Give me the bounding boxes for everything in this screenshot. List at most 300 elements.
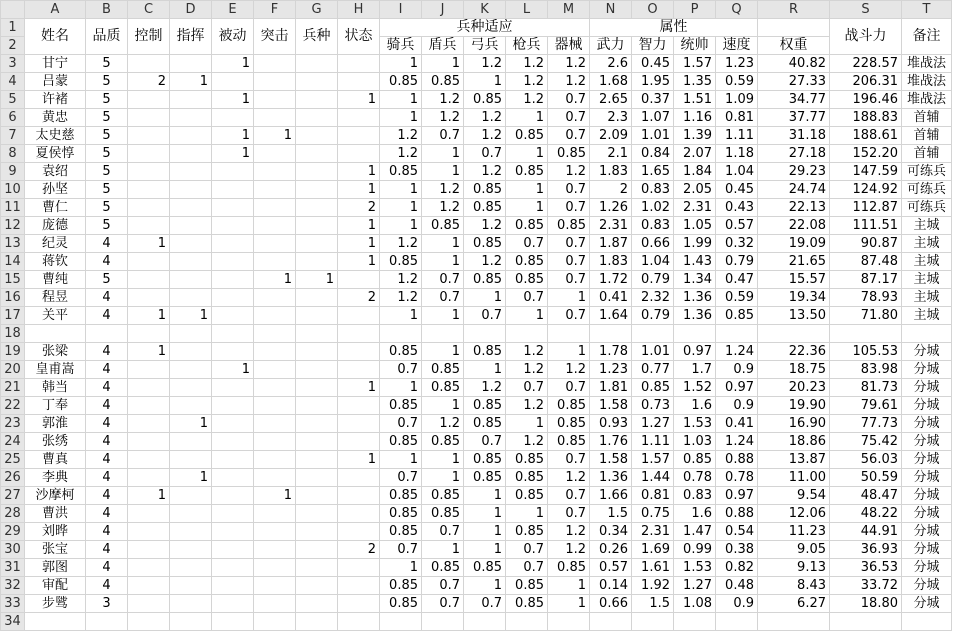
column-header-d[interactable]: D <box>170 1 212 19</box>
cell-b[interactable]: 5 <box>86 91 128 109</box>
cell-h[interactable] <box>338 487 380 505</box>
cell-a[interactable]: 审配 <box>25 577 86 595</box>
column-header-g[interactable]: G <box>296 1 338 19</box>
cell-j[interactable]: 0.85 <box>422 559 464 577</box>
cell-k[interactable]: 1.2 <box>464 109 506 127</box>
cell-e[interactable]: 1 <box>212 127 254 145</box>
cell-k[interactable]: 1.2 <box>464 163 506 181</box>
cell-n[interactable]: 2.09 <box>590 127 632 145</box>
cell-q[interactable]: 0.38 <box>716 541 758 559</box>
cell-e[interactable] <box>212 577 254 595</box>
cell-p[interactable]: 1.6 <box>674 397 716 415</box>
cell-f[interactable] <box>254 181 296 199</box>
cell-c[interactable] <box>128 595 170 613</box>
cell-g[interactable] <box>296 433 338 451</box>
cell-i[interactable] <box>380 613 422 631</box>
cell-g[interactable] <box>296 397 338 415</box>
cell-a[interactable] <box>25 613 86 631</box>
cell-j[interactable]: 0.85 <box>422 361 464 379</box>
cell-i[interactable] <box>380 325 422 343</box>
cell-j[interactable]: 0.7 <box>422 289 464 307</box>
cell-i[interactable]: 0.85 <box>380 595 422 613</box>
cell-d[interactable] <box>170 289 212 307</box>
cell-s[interactable]: 87.17 <box>830 271 902 289</box>
cell-o[interactable]: 1.69 <box>632 541 674 559</box>
cell-j[interactable]: 1 <box>422 469 464 487</box>
row-header[interactable]: 2 <box>1 37 25 55</box>
cell-o[interactable]: 1.01 <box>632 127 674 145</box>
cell-e[interactable] <box>212 235 254 253</box>
cell-p[interactable]: 1.36 <box>674 307 716 325</box>
row-header[interactable]: 11 <box>1 199 25 217</box>
cell-m[interactable]: 0.7 <box>548 487 590 505</box>
cell-s[interactable]: 48.22 <box>830 505 902 523</box>
cell-m[interactable]: 1.2 <box>548 541 590 559</box>
cell-l[interactable]: 1 <box>506 181 548 199</box>
cell-g[interactable] <box>296 289 338 307</box>
cell-d[interactable]: 1 <box>170 73 212 91</box>
cell-c[interactable]: 2 <box>128 73 170 91</box>
cell-a[interactable] <box>25 325 86 343</box>
cell-b[interactable]: 5 <box>86 181 128 199</box>
column-header-f[interactable]: F <box>254 1 296 19</box>
cell-q[interactable]: 0.47 <box>716 271 758 289</box>
cell-j[interactable]: 0.85 <box>422 217 464 235</box>
cell-l[interactable]: 1 <box>506 109 548 127</box>
cell-r[interactable]: 13.50 <box>758 307 830 325</box>
cell-g[interactable] <box>296 613 338 631</box>
cell-n[interactable]: 0.26 <box>590 541 632 559</box>
cell-p[interactable]: 0.78 <box>674 469 716 487</box>
cell-r[interactable] <box>758 325 830 343</box>
header-attributes[interactable]: 属性 <box>590 19 758 37</box>
cell-k[interactable]: 1 <box>464 523 506 541</box>
cell-j[interactable]: 0.85 <box>422 487 464 505</box>
cell-c[interactable] <box>128 325 170 343</box>
cell-t[interactable] <box>902 613 952 631</box>
cell-e[interactable] <box>212 415 254 433</box>
cell-s[interactable]: 105.53 <box>830 343 902 361</box>
cell-o[interactable]: 1.27 <box>632 415 674 433</box>
cell-a[interactable]: 吕蒙 <box>25 73 86 91</box>
cell-c[interactable] <box>128 451 170 469</box>
cell-t[interactable]: 主城 <box>902 253 952 271</box>
cell-r[interactable]: 13.87 <box>758 451 830 469</box>
cell-e[interactable] <box>212 397 254 415</box>
row-header[interactable]: 4 <box>1 73 25 91</box>
cell-d[interactable] <box>170 451 212 469</box>
cell-a[interactable]: 曹真 <box>25 451 86 469</box>
cell-e[interactable] <box>212 307 254 325</box>
cell-e[interactable] <box>212 109 254 127</box>
cell-l[interactable]: 0.7 <box>506 559 548 577</box>
cell-a[interactable]: 丁奉 <box>25 397 86 415</box>
cell-a[interactable]: 庞德 <box>25 217 86 235</box>
subheader-cell[interactable]: 统帅 <box>674 37 716 55</box>
cell-q[interactable]: 0.9 <box>716 361 758 379</box>
cell-b[interactable]: 5 <box>86 271 128 289</box>
cell-o[interactable] <box>632 613 674 631</box>
cell-l[interactable]: 0.7 <box>506 379 548 397</box>
cell-f[interactable] <box>254 307 296 325</box>
header-combat-power[interactable]: 战斗力 <box>830 19 902 55</box>
cell-q[interactable]: 0.88 <box>716 451 758 469</box>
cell-c[interactable] <box>128 415 170 433</box>
cell-s[interactable] <box>830 325 902 343</box>
cell-h[interactable]: 2 <box>338 289 380 307</box>
column-header-h[interactable]: H <box>338 1 380 19</box>
cell-h[interactable] <box>338 361 380 379</box>
cell-p[interactable]: 1.99 <box>674 235 716 253</box>
cell-k[interactable]: 0.85 <box>464 181 506 199</box>
cell-p[interactable]: 1.36 <box>674 289 716 307</box>
row-header[interactable]: 29 <box>1 523 25 541</box>
cell-g[interactable] <box>296 55 338 73</box>
cell-h[interactable] <box>338 55 380 73</box>
cell-p[interactable]: 1.16 <box>674 109 716 127</box>
subheader-cell[interactable]: 弓兵 <box>464 37 506 55</box>
cell-g[interactable] <box>296 199 338 217</box>
cell-b[interactable]: 4 <box>86 541 128 559</box>
cell-e[interactable] <box>212 289 254 307</box>
column-header-n[interactable]: N <box>590 1 632 19</box>
cell-e[interactable] <box>212 505 254 523</box>
cell-p[interactable]: 1.57 <box>674 55 716 73</box>
cell-f[interactable] <box>254 451 296 469</box>
cell-m[interactable]: 0.85 <box>548 433 590 451</box>
cell-f[interactable] <box>254 217 296 235</box>
cell-f[interactable] <box>254 253 296 271</box>
column-header-p[interactable]: P <box>674 1 716 19</box>
cell-k[interactable]: 0.85 <box>464 235 506 253</box>
row-header[interactable]: 18 <box>1 325 25 343</box>
cell-i[interactable]: 0.7 <box>380 415 422 433</box>
cell-a[interactable]: 关平 <box>25 307 86 325</box>
cell-l[interactable]: 1.2 <box>506 73 548 91</box>
cell-a[interactable]: 郭图 <box>25 559 86 577</box>
cell-r[interactable]: 22.36 <box>758 343 830 361</box>
cell-n[interactable]: 1.81 <box>590 379 632 397</box>
cell-j[interactable]: 1 <box>422 55 464 73</box>
cell-a[interactable]: 曹洪 <box>25 505 86 523</box>
cell-c[interactable] <box>128 199 170 217</box>
cell-h[interactable] <box>338 595 380 613</box>
cell-j[interactable]: 1 <box>422 253 464 271</box>
cell-e[interactable] <box>212 325 254 343</box>
cell-s[interactable]: 78.93 <box>830 289 902 307</box>
cell-r[interactable]: 8.43 <box>758 577 830 595</box>
cell-n[interactable]: 1.78 <box>590 343 632 361</box>
subheader-cell[interactable]: 武力 <box>590 37 632 55</box>
cell-k[interactable] <box>464 325 506 343</box>
cell-o[interactable]: 2.32 <box>632 289 674 307</box>
cell-b[interactable]: 4 <box>86 523 128 541</box>
cell-m[interactable]: 0.7 <box>548 91 590 109</box>
cell-b[interactable]: 4 <box>86 253 128 271</box>
cell-f[interactable] <box>254 163 296 181</box>
cell-s[interactable]: 36.53 <box>830 559 902 577</box>
cell-q[interactable]: 0.88 <box>716 505 758 523</box>
cell-k[interactable]: 1 <box>464 505 506 523</box>
cell-l[interactable]: 0.85 <box>506 451 548 469</box>
cell-a[interactable]: 袁绍 <box>25 163 86 181</box>
cell-q[interactable]: 1.18 <box>716 145 758 163</box>
cell-c[interactable] <box>128 271 170 289</box>
cell-g[interactable] <box>296 307 338 325</box>
cell-t[interactable]: 分城 <box>902 433 952 451</box>
cell-q[interactable]: 0.82 <box>716 559 758 577</box>
cell-f[interactable] <box>254 343 296 361</box>
select-all-corner[interactable] <box>1 1 25 19</box>
cell-l[interactable]: 1.2 <box>506 55 548 73</box>
cell-n[interactable]: 2.31 <box>590 217 632 235</box>
cell-q[interactable]: 0.59 <box>716 289 758 307</box>
cell-o[interactable]: 0.85 <box>632 379 674 397</box>
cell-q[interactable]: 0.97 <box>716 379 758 397</box>
cell-t[interactable]: 分城 <box>902 541 952 559</box>
cell-q[interactable]: 0.79 <box>716 253 758 271</box>
cell-h[interactable] <box>338 307 380 325</box>
cell-f[interactable] <box>254 73 296 91</box>
cell-h[interactable]: 1 <box>338 451 380 469</box>
cell-l[interactable]: 0.85 <box>506 127 548 145</box>
cell-m[interactable]: 0.7 <box>548 379 590 397</box>
cell-b[interactable]: 4 <box>86 343 128 361</box>
cell-d[interactable] <box>170 595 212 613</box>
cell-l[interactable]: 1.2 <box>506 91 548 109</box>
cell-d[interactable] <box>170 271 212 289</box>
cell-e[interactable] <box>212 433 254 451</box>
cell-p[interactable] <box>674 325 716 343</box>
cell-f[interactable] <box>254 523 296 541</box>
cell-n[interactable]: 1.76 <box>590 433 632 451</box>
cell-h[interactable]: 1 <box>338 379 380 397</box>
column-header-s[interactable]: S <box>830 1 902 19</box>
cell-b[interactable]: 5 <box>86 109 128 127</box>
cell-d[interactable] <box>170 613 212 631</box>
cell-t[interactable]: 首辅 <box>902 109 952 127</box>
cell-s[interactable]: 71.80 <box>830 307 902 325</box>
row-header[interactable]: 33 <box>1 595 25 613</box>
cell-a[interactable]: 孙坚 <box>25 181 86 199</box>
cell-a[interactable]: 刘晔 <box>25 523 86 541</box>
cell-i[interactable]: 0.85 <box>380 253 422 271</box>
cell-e[interactable] <box>212 199 254 217</box>
cell-i[interactable]: 0.85 <box>380 397 422 415</box>
cell-i[interactable]: 0.85 <box>380 73 422 91</box>
cell-q[interactable]: 1.23 <box>716 55 758 73</box>
row-header[interactable]: 19 <box>1 343 25 361</box>
cell-o[interactable]: 0.83 <box>632 181 674 199</box>
cell-j[interactable]: 1.2 <box>422 91 464 109</box>
cell-l[interactable]: 0.85 <box>506 487 548 505</box>
header-note[interactable]: 备注 <box>902 19 952 55</box>
cell-k[interactable]: 1.2 <box>464 217 506 235</box>
row-header[interactable]: 23 <box>1 415 25 433</box>
cell-o[interactable]: 0.84 <box>632 145 674 163</box>
cell-p[interactable]: 1.52 <box>674 379 716 397</box>
cell-t[interactable]: 堆战法 <box>902 73 952 91</box>
cell-c[interactable]: 1 <box>128 343 170 361</box>
cell-g[interactable] <box>296 415 338 433</box>
cell-j[interactable]: 1.2 <box>422 415 464 433</box>
cell-d[interactable] <box>170 379 212 397</box>
cell-t[interactable]: 主城 <box>902 307 952 325</box>
cell-k[interactable]: 1 <box>464 577 506 595</box>
cell-j[interactable] <box>422 325 464 343</box>
header-passive[interactable]: 被动 <box>212 19 254 55</box>
cell-e[interactable]: 1 <box>212 145 254 163</box>
cell-m[interactable]: 0.7 <box>548 271 590 289</box>
cell-e[interactable] <box>212 271 254 289</box>
cell-f[interactable] <box>254 505 296 523</box>
cell-e[interactable] <box>212 613 254 631</box>
column-header-j[interactable]: J <box>422 1 464 19</box>
cell-q[interactable] <box>716 613 758 631</box>
cell-j[interactable]: 1 <box>422 235 464 253</box>
cell-p[interactable]: 1.51 <box>674 91 716 109</box>
cell-n[interactable]: 0.66 <box>590 595 632 613</box>
cell-s[interactable]: 228.57 <box>830 55 902 73</box>
cell-i[interactable]: 1 <box>380 199 422 217</box>
cell-m[interactable]: 0.7 <box>548 307 590 325</box>
column-header-a[interactable]: A <box>25 1 86 19</box>
cell-n[interactable]: 0.14 <box>590 577 632 595</box>
cell-r[interactable]: 40.82 <box>758 55 830 73</box>
cell-f[interactable] <box>254 325 296 343</box>
cell-s[interactable]: 75.42 <box>830 433 902 451</box>
cell-d[interactable] <box>170 55 212 73</box>
cell-n[interactable]: 0.41 <box>590 289 632 307</box>
row-header[interactable]: 13 <box>1 235 25 253</box>
cell-j[interactable]: 0.85 <box>422 505 464 523</box>
cell-f[interactable] <box>254 595 296 613</box>
cell-r[interactable]: 24.74 <box>758 181 830 199</box>
cell-i[interactable]: 0.7 <box>380 361 422 379</box>
row-header[interactable]: 21 <box>1 379 25 397</box>
cell-a[interactable]: 皇甫嵩 <box>25 361 86 379</box>
cell-g[interactable] <box>296 109 338 127</box>
cell-c[interactable] <box>128 559 170 577</box>
cell-j[interactable]: 0.85 <box>422 379 464 397</box>
cell-h[interactable]: 2 <box>338 541 380 559</box>
cell-s[interactable]: 188.61 <box>830 127 902 145</box>
cell-p[interactable]: 2.31 <box>674 199 716 217</box>
cell-t[interactable]: 分城 <box>902 379 952 397</box>
cell-n[interactable]: 1.26 <box>590 199 632 217</box>
cell-i[interactable]: 1 <box>380 55 422 73</box>
cell-r[interactable]: 19.34 <box>758 289 830 307</box>
cell-g[interactable] <box>296 559 338 577</box>
cell-q[interactable]: 0.97 <box>716 487 758 505</box>
cell-b[interactable]: 4 <box>86 559 128 577</box>
cell-d[interactable] <box>170 487 212 505</box>
cell-e[interactable] <box>212 343 254 361</box>
cell-j[interactable]: 0.85 <box>422 73 464 91</box>
cell-s[interactable]: 50.59 <box>830 469 902 487</box>
cell-c[interactable] <box>128 613 170 631</box>
cell-f[interactable]: 1 <box>254 127 296 145</box>
cell-g[interactable] <box>296 541 338 559</box>
cell-n[interactable]: 2.1 <box>590 145 632 163</box>
cell-k[interactable]: 0.85 <box>464 415 506 433</box>
cell-t[interactable]: 分城 <box>902 415 952 433</box>
cell-b[interactable]: 4 <box>86 505 128 523</box>
cell-e[interactable]: 1 <box>212 91 254 109</box>
cell-k[interactable]: 0.85 <box>464 91 506 109</box>
cell-d[interactable] <box>170 559 212 577</box>
cell-j[interactable]: 1 <box>422 145 464 163</box>
cell-n[interactable]: 1.68 <box>590 73 632 91</box>
cell-t[interactable]: 首辅 <box>902 127 952 145</box>
cell-l[interactable]: 0.85 <box>506 163 548 181</box>
cell-j[interactable]: 0.7 <box>422 577 464 595</box>
cell-c[interactable] <box>128 127 170 145</box>
cell-b[interactable]: 4 <box>86 361 128 379</box>
cell-n[interactable]: 1.23 <box>590 361 632 379</box>
cell-f[interactable] <box>254 433 296 451</box>
cell-s[interactable]: 147.59 <box>830 163 902 181</box>
cell-k[interactable]: 0.7 <box>464 433 506 451</box>
cell-o[interactable]: 1.65 <box>632 163 674 181</box>
cell-b[interactable]: 4 <box>86 379 128 397</box>
cell-n[interactable] <box>590 613 632 631</box>
subheader-cell[interactable]: 器械 <box>548 37 590 55</box>
cell-d[interactable]: 1 <box>170 469 212 487</box>
cell-s[interactable] <box>830 613 902 631</box>
cell-b[interactable]: 4 <box>86 415 128 433</box>
cell-o[interactable]: 1.07 <box>632 109 674 127</box>
cell-d[interactable] <box>170 325 212 343</box>
cell-a[interactable]: 步骘 <box>25 595 86 613</box>
cell-g[interactable] <box>296 181 338 199</box>
cell-s[interactable]: 48.47 <box>830 487 902 505</box>
cell-p[interactable]: 1.84 <box>674 163 716 181</box>
cell-f[interactable] <box>254 91 296 109</box>
cell-a[interactable]: 黄忠 <box>25 109 86 127</box>
cell-g[interactable] <box>296 217 338 235</box>
cell-t[interactable]: 可练兵 <box>902 181 952 199</box>
cell-r[interactable]: 27.18 <box>758 145 830 163</box>
cell-m[interactable]: 0.7 <box>548 127 590 145</box>
cell-j[interactable]: 0.7 <box>422 595 464 613</box>
cell-b[interactable]: 5 <box>86 145 128 163</box>
cell-q[interactable]: 0.81 <box>716 109 758 127</box>
row-header[interactable]: 30 <box>1 541 25 559</box>
row-header[interactable]: 32 <box>1 577 25 595</box>
cell-k[interactable]: 0.85 <box>464 343 506 361</box>
cell-p[interactable]: 2.07 <box>674 145 716 163</box>
cell-r[interactable]: 27.33 <box>758 73 830 91</box>
cell-a[interactable]: 曹仁 <box>25 199 86 217</box>
row-header[interactable]: 16 <box>1 289 25 307</box>
cell-k[interactable]: 1.2 <box>464 253 506 271</box>
cell-j[interactable]: 1 <box>422 163 464 181</box>
cell-r[interactable]: 11.00 <box>758 469 830 487</box>
column-header-i[interactable]: I <box>380 1 422 19</box>
cell-o[interactable]: 1.02 <box>632 199 674 217</box>
cell-h[interactable] <box>338 109 380 127</box>
cell-h[interactable] <box>338 73 380 91</box>
cell-m[interactable]: 1.2 <box>548 469 590 487</box>
cell-o[interactable]: 0.73 <box>632 397 674 415</box>
cell-k[interactable]: 0.85 <box>464 199 506 217</box>
cell-m[interactable]: 1.2 <box>548 55 590 73</box>
row-header[interactable]: 26 <box>1 469 25 487</box>
cell-j[interactable]: 1 <box>422 541 464 559</box>
cell-t[interactable]: 分城 <box>902 487 952 505</box>
cell-c[interactable]: 1 <box>128 487 170 505</box>
